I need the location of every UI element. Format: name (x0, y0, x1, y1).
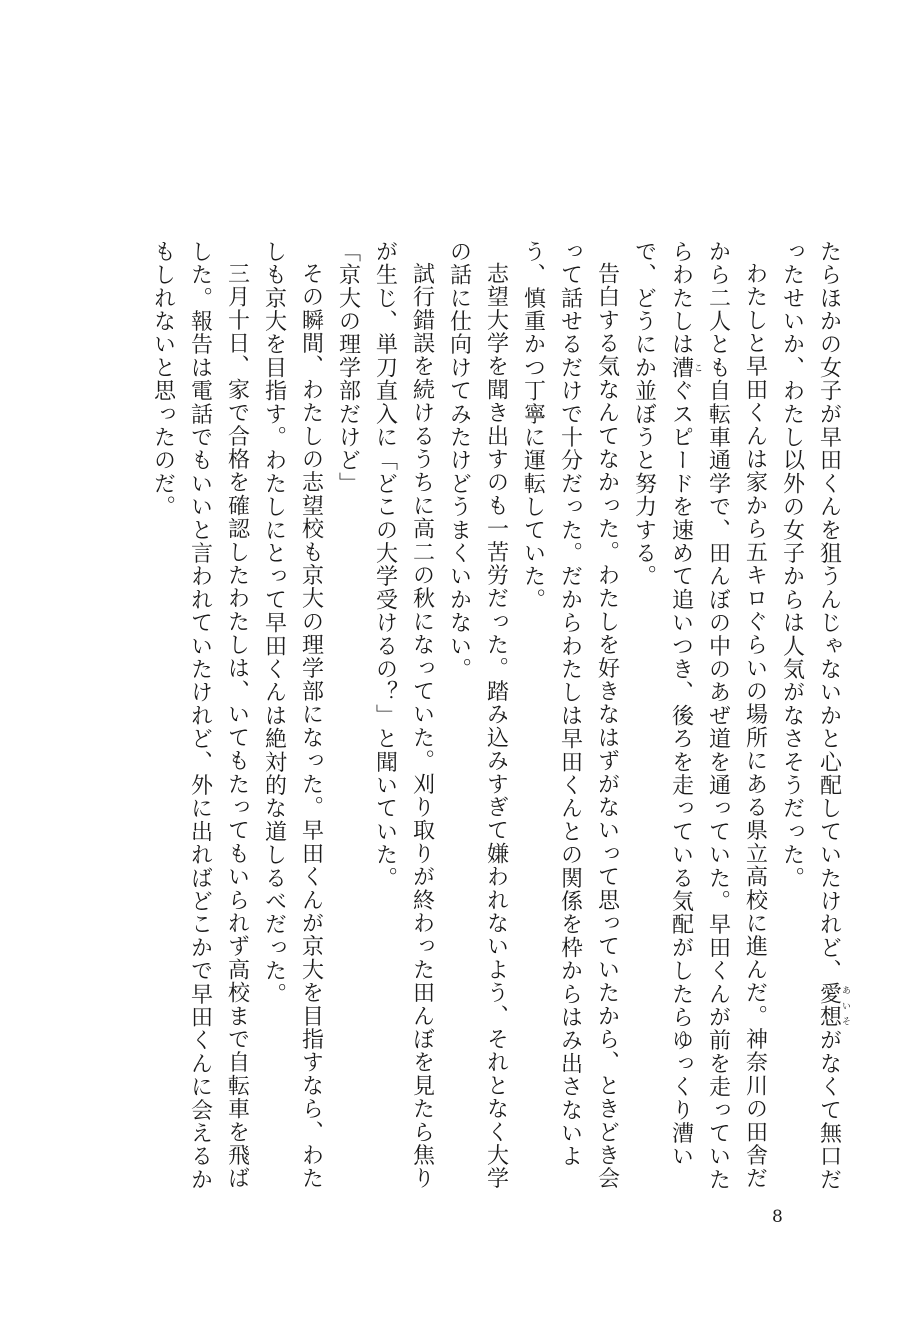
text-run: その瞬間、わたしの志望校も京大の理学部になった。早田くんが京大を目指すなら、わたしも京大を目指す。わたしにとって早田くんは絶対的な道しるべだった。 (261, 240, 324, 1190)
text-run: 「京大の理学部だけど」 (335, 240, 361, 496)
paragraph (145, 240, 256, 1200)
paragraph (626, 240, 774, 1200)
paragraph (441, 240, 515, 1200)
text-run: わたしと早田くんは家から五キロぐらいの場所にある県立高校に進んだ。神奈川の田舎だから二人とも自転車通学で、田んぼの中のあぜ道を通っていた。早田くんが前を走っていたらわたしは (668, 240, 768, 1192)
ruby-base: 愛想 (816, 982, 842, 1029)
paragraph (515, 240, 626, 1200)
text-run: がなくて無口だったせいか、わたし以外の女子からは人気がなさそうだった。 (779, 240, 842, 1192)
text-run: 三月十日、家で合格を確認したわたしは、いてもたってもいられず高校まで自転車を飛ばした。報告は電話でもいいと言われていたけれど、外に出ればどこかで早田くんに会えるかもしれないと思ったのだ。 (150, 240, 250, 1192)
paragraph (330, 240, 367, 1200)
text-run: ぐスピードを速めて追いつき、後ろを走っている気配がしたらゆっくり漕いで、どうにか並ぼうと努力する。 (631, 240, 694, 1169)
page-number: 8 (772, 1207, 783, 1227)
paragraph (774, 240, 851, 1200)
text-run: 告白する気なんてなかった。わたしを好きなはずがないって思っていたから、ときどき会って話せるだけで十分だった。だからわたしは早田くんとの関係を枠からはみ出さないよう、慎重かつ丁寧に運転していた。 (520, 240, 620, 1190)
ruby-base: 漕 (668, 356, 694, 380)
text-run: 志望大学を聞き出すのも一苦労だった。踏み込みすぎて嫌われないよう、それとなく大学の話に仕向けてみたけどうまくいかない。 (446, 240, 509, 1190)
paragraph (367, 240, 441, 1200)
text-run: 試行錯誤を続けるうちに高二の秋になっていた。刈り取りが終わった田んぼを見たら焦りが生じ、単刀直入に「どこの大学受けるの？」と聞いていた。 (372, 240, 435, 1190)
text-run: たらほかの女子が早田くんを狙うんじゃないかと心配していたけれど、 (816, 240, 842, 983)
ruby-annotation (816, 982, 850, 1029)
ruby-reading: こ (692, 356, 702, 380)
ruby-reading: あいそ (840, 982, 850, 1029)
paragraph (256, 240, 330, 1200)
ruby-annotation (668, 356, 702, 380)
body-text (60, 240, 850, 1200)
